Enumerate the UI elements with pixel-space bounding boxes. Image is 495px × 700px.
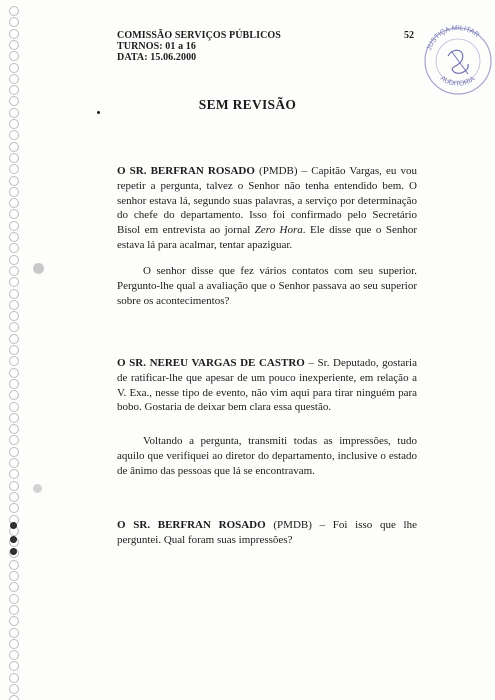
binding-hole — [9, 402, 19, 412]
binding-hole — [9, 695, 19, 700]
binding-hole — [9, 492, 19, 502]
svg-text:JUSTIÇA MILITAR: JUSTIÇA MILITAR — [426, 24, 481, 52]
binding-hole — [9, 639, 19, 649]
binding-hole — [9, 142, 19, 152]
binding-hole — [9, 74, 19, 84]
binding-hole — [9, 413, 19, 423]
binding-hole — [9, 164, 19, 174]
binding-hole — [9, 289, 19, 299]
binding-hole — [9, 40, 19, 50]
paragraph-5 — [117, 518, 417, 548]
paragraph-text: (PMDB) – Foi isso que lhe perguntei. Qual foram suas impressões? — [117, 519, 417, 546]
binding-hole — [9, 300, 19, 310]
paragraph-3 — [117, 356, 417, 415]
binding-hole — [9, 29, 19, 39]
binding-hole — [9, 379, 19, 389]
binding-hole — [9, 503, 19, 513]
binding-hole — [9, 334, 19, 344]
binding-hole — [9, 209, 19, 219]
binding-hole — [9, 481, 19, 491]
binding-hole — [9, 119, 19, 129]
binding-hole — [9, 571, 19, 581]
binding-hole — [9, 187, 19, 197]
document-header — [117, 30, 281, 63]
binding-hole — [9, 447, 19, 457]
binding-hole — [9, 345, 19, 355]
binding-mark — [10, 522, 17, 529]
binding-hole — [9, 6, 19, 16]
binding-hole — [9, 232, 19, 242]
binding-hole — [9, 594, 19, 604]
binding-hole — [9, 390, 19, 400]
binding-hole — [9, 356, 19, 366]
binding-hole — [9, 673, 19, 683]
binding-hole — [9, 198, 19, 208]
binding-hole — [9, 469, 19, 479]
binding-hole — [9, 85, 19, 95]
committee-name: COMISSÃO SERVIÇOS PÚBLICOS — [117, 30, 281, 41]
binding-hole — [9, 51, 19, 61]
binding-hole — [9, 277, 19, 287]
shifts-line: TURNOS: 01 a 16 — [117, 41, 197, 52]
paragraph-1 — [117, 164, 417, 253]
binding-hole — [9, 266, 19, 276]
speaker-name: O SR. BERFRAN ROSADO — [117, 519, 266, 531]
speaker-name: O SR. BERFRAN ROSADO — [117, 165, 255, 177]
scan-mark — [33, 263, 44, 274]
binding-hole — [9, 650, 19, 660]
binding-hole — [9, 616, 19, 626]
speaker-name: O SR. NEREU VARGAS DE CASTRO — [117, 357, 305, 369]
binding-hole — [9, 176, 19, 186]
binding-hole — [9, 435, 19, 445]
date-line: DATA: 15.06.2000 — [117, 52, 197, 63]
binding-hole — [9, 255, 19, 265]
paragraph-text: – Sr. Deputado, gostaria de ratificar-lhe que apesar de um pouco inexperiente, em relação a V. Exa., nesse tipo de evento, não vim aqui para tirar ninguém para bobo. Gostaria de deixar bem clara essa questão. — [117, 357, 417, 414]
binding-mark — [10, 548, 17, 555]
binding-hole — [9, 17, 19, 27]
paragraph-text-end: . Ele disse que o Senhor estava lá para acalmar, tentar apaziguar. — [117, 224, 418, 251]
paragraph-4 — [117, 434, 417, 478]
binding-hole — [9, 63, 19, 73]
binding-hole — [9, 368, 19, 378]
paragraph-text: O senhor disse que fez vários contatos com seu superior. Pergunto-lhe qual a avaliação que o Senhor passava ao seu superior sobre os acontecimentos? — [117, 265, 417, 307]
binding-hole — [9, 684, 19, 694]
newspaper-name: Zero Hora — [254, 224, 303, 237]
binding-hole — [9, 322, 19, 332]
binding-hole — [9, 424, 19, 434]
binding-hole — [9, 605, 19, 615]
binding-hole — [9, 153, 19, 163]
binding-hole — [9, 560, 19, 570]
paragraph-text: Voltando a pergunta, transmiti todas as impressões, tudo aquilo que verifiquei ao diretor do departamento, inclusive o estado de ânimo das pessoas que lá se encontravam. — [117, 435, 417, 477]
binding-mark — [10, 536, 17, 543]
binding-hole — [9, 661, 19, 671]
paragraph-text: (PMDB) – Capitão Vargas, eu vou repetir a pergunta, talvez o Senhor não tenha entendido bem. O senhor estava lá, segundo suas palavras, a serviço por determinação do chefe do departamento. Isso foi confirmado pelo Secretário Bisol em entrevista ao jornal — [117, 165, 417, 237]
page-number: 52 — [404, 30, 414, 41]
binding-hole — [9, 582, 19, 592]
binding-hole — [9, 243, 19, 253]
binding-hole — [9, 221, 19, 231]
scan-mark — [33, 484, 42, 493]
page-title: SEM REVISÃO — [198, 97, 297, 112]
binding-hole — [9, 311, 19, 321]
svg-text:AUDITORIA: AUDITORIA — [438, 74, 477, 88]
seal-stamp-icon — [418, 16, 495, 96]
binding-hole — [9, 130, 19, 140]
binding-hole — [9, 628, 19, 638]
binding-hole — [9, 458, 19, 468]
paragraph-2 — [117, 264, 417, 308]
